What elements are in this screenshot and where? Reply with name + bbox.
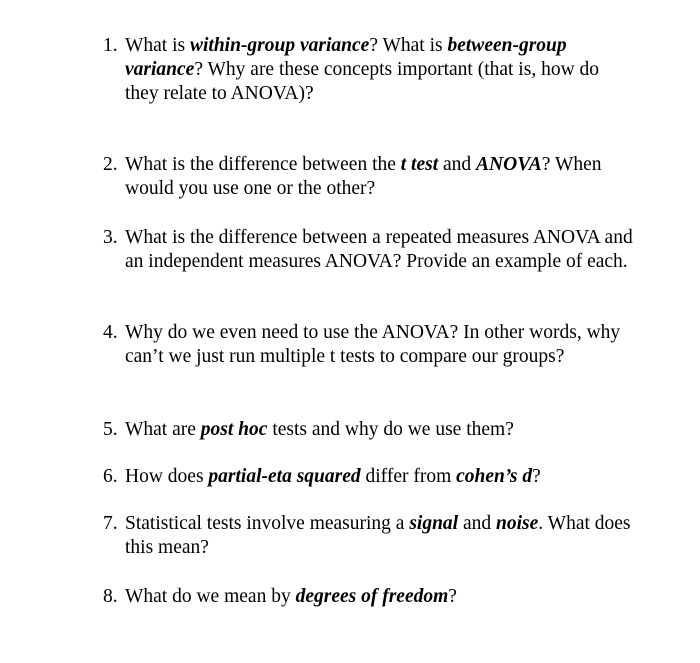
- text-segment: tests and why do we use them?: [267, 419, 514, 440]
- text-segment: What is the difference between the: [125, 154, 401, 175]
- text-segment: Why do we even need to use the ANOVA? In other words, why can’t we just run multiple t tests to compare our groups?: [125, 322, 621, 367]
- question-1: [103, 34, 633, 106]
- question-text: [125, 418, 633, 442]
- question-text: [125, 34, 633, 106]
- question-number: 5.: [103, 419, 118, 440]
- question-number: 6.: [103, 466, 118, 487]
- text-segment: Statistical tests involve measuring a: [125, 513, 410, 534]
- question-3: [103, 226, 633, 274]
- key-term: post hoc: [200, 419, 268, 440]
- key-term: degrees of freedom: [295, 586, 449, 607]
- text-segment: What do we mean by: [125, 586, 296, 607]
- question-text: [125, 153, 633, 201]
- key-term: signal: [409, 513, 459, 534]
- question-number: 1.: [103, 35, 118, 56]
- question-2: [103, 153, 633, 201]
- text-segment: differ from: [360, 466, 457, 487]
- question-6: [103, 465, 633, 489]
- text-segment: ? When would you use one or the other?: [125, 154, 602, 199]
- text-segment: ?: [448, 586, 457, 607]
- text-segment: and: [458, 513, 497, 534]
- question-number: 2.: [103, 154, 118, 175]
- text-segment: . What does this mean?: [125, 513, 631, 558]
- key-term: t test: [400, 154, 439, 175]
- key-term: partial-eta squared: [208, 466, 361, 487]
- text-segment: What is the difference between a repeated measures ANOVA and an independent measures ANOVA? Provide an example of each.: [125, 227, 633, 272]
- question-text: [125, 226, 633, 274]
- key-term: between-group variance: [125, 35, 567, 80]
- question-text: [125, 465, 633, 489]
- text-segment: ? What is: [369, 35, 448, 56]
- question-5: [103, 418, 633, 442]
- key-term: ANOVA: [476, 154, 542, 175]
- question-number: 4.: [103, 322, 118, 343]
- question-4: [103, 321, 633, 369]
- text-segment: How does: [125, 466, 209, 487]
- question-text: [125, 585, 633, 609]
- question-number: 7.: [103, 513, 118, 534]
- key-term: cohen’s d: [456, 466, 533, 487]
- key-term: noise: [496, 513, 539, 534]
- text-segment: and: [438, 154, 477, 175]
- question-7: [103, 512, 633, 560]
- text-segment: What are: [125, 419, 201, 440]
- key-term: within-group variance: [189, 35, 370, 56]
- question-text: [125, 512, 633, 560]
- text-segment: What is: [125, 35, 190, 56]
- question-text: [125, 321, 633, 369]
- question-8: [103, 585, 633, 609]
- text-segment: ?: [532, 466, 541, 487]
- question-number: 3.: [103, 227, 118, 248]
- text-segment: ? Why are these concepts important (that is, how do they relate to ANOVA)?: [125, 59, 600, 104]
- question-number: 8.: [103, 586, 118, 607]
